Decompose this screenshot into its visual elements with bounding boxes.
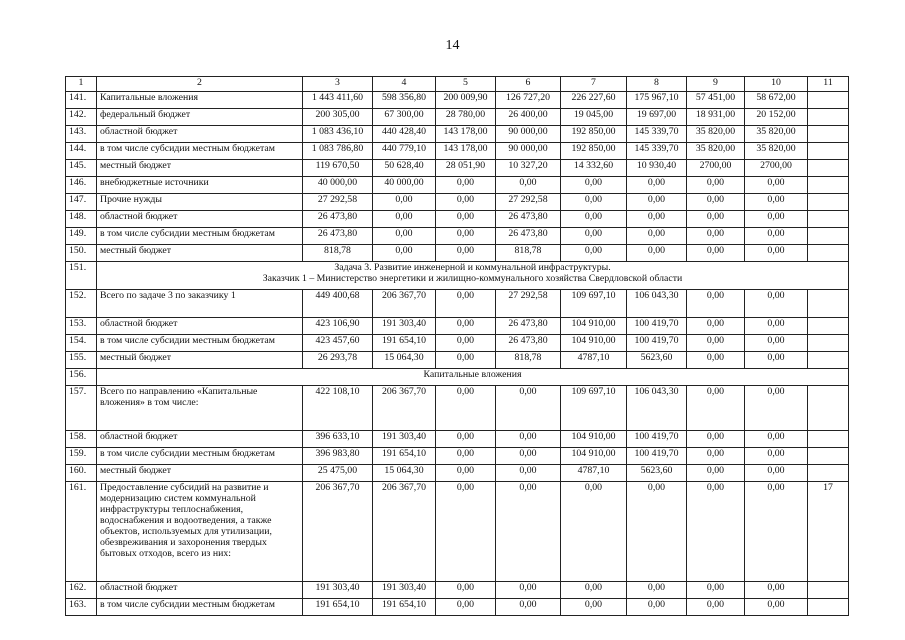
row-number: 158. bbox=[66, 431, 97, 448]
value-cell: 0,00 bbox=[687, 582, 745, 599]
note-cell bbox=[808, 211, 849, 228]
note-cell bbox=[808, 228, 849, 245]
note-cell bbox=[808, 582, 849, 599]
value-cell: 0,00 bbox=[687, 465, 745, 482]
section-title: Капитальные вложения bbox=[97, 369, 849, 386]
value-cell: 0,00 bbox=[627, 177, 687, 194]
value-cell: 818,78 bbox=[303, 245, 373, 262]
value-cell: 0,00 bbox=[745, 386, 808, 431]
value-cell: 226 227,60 bbox=[561, 92, 627, 109]
note-cell bbox=[808, 599, 849, 616]
value-cell: 0,00 bbox=[687, 290, 745, 318]
row-number: 153. bbox=[66, 318, 97, 335]
value-cell: 90 000,00 bbox=[496, 126, 561, 143]
value-cell: 0,00 bbox=[687, 194, 745, 211]
row-label: Капитальные вложения bbox=[97, 92, 303, 109]
column-header: 4 bbox=[373, 77, 436, 92]
value-cell: 106 043,30 bbox=[627, 386, 687, 431]
section-row bbox=[66, 369, 849, 386]
value-cell: 0,00 bbox=[687, 177, 745, 194]
value-cell: 0,00 bbox=[436, 465, 496, 482]
table-row bbox=[66, 386, 849, 431]
row-number: 150. bbox=[66, 245, 97, 262]
row-label: Всего по направлению «Капитальные вложения» в том числе: bbox=[97, 386, 303, 431]
value-cell: 0,00 bbox=[436, 448, 496, 465]
table-row bbox=[66, 194, 849, 211]
value-cell: 0,00 bbox=[561, 177, 627, 194]
value-cell: 0,00 bbox=[687, 318, 745, 335]
value-cell: 206 367,70 bbox=[373, 482, 436, 582]
value-cell: 0,00 bbox=[687, 448, 745, 465]
value-cell: 109 697,10 bbox=[561, 386, 627, 431]
value-cell: 0,00 bbox=[745, 599, 808, 616]
row-number: 161. bbox=[66, 482, 97, 582]
value-cell: 191 303,40 bbox=[373, 318, 436, 335]
value-cell: 0,00 bbox=[627, 245, 687, 262]
value-cell: 200 305,00 bbox=[303, 109, 373, 126]
note-cell bbox=[808, 318, 849, 335]
value-cell: 0,00 bbox=[436, 194, 496, 211]
value-cell: 0,00 bbox=[373, 211, 436, 228]
value-cell: 0,00 bbox=[436, 177, 496, 194]
value-cell: 0,00 bbox=[745, 431, 808, 448]
note-cell bbox=[808, 352, 849, 369]
value-cell: 126 727,20 bbox=[496, 92, 561, 109]
value-cell: 143 178,00 bbox=[436, 143, 496, 160]
value-cell: 0,00 bbox=[745, 582, 808, 599]
table-row bbox=[66, 448, 849, 465]
value-cell: 0,00 bbox=[436, 352, 496, 369]
row-label: внебюджетные источники bbox=[97, 177, 303, 194]
value-cell: 1 083 436,10 bbox=[303, 126, 373, 143]
value-cell: 0,00 bbox=[745, 318, 808, 335]
column-header: 7 bbox=[561, 77, 627, 92]
value-cell: 440 779,10 bbox=[373, 143, 436, 160]
value-cell: 0,00 bbox=[496, 582, 561, 599]
value-cell: 100 419,70 bbox=[627, 448, 687, 465]
value-cell: 0,00 bbox=[373, 245, 436, 262]
value-cell: 0,00 bbox=[436, 335, 496, 352]
value-cell: 200 009,90 bbox=[436, 92, 496, 109]
value-cell: 26 473,80 bbox=[496, 211, 561, 228]
value-cell: 35 820,00 bbox=[687, 126, 745, 143]
row-number: 144. bbox=[66, 143, 97, 160]
value-cell: 192 850,00 bbox=[561, 143, 627, 160]
value-cell: 27 292,58 bbox=[496, 194, 561, 211]
value-cell: 396 633,10 bbox=[303, 431, 373, 448]
value-cell: 0,00 bbox=[561, 194, 627, 211]
row-label: в том числе субсидии местным бюджетам bbox=[97, 228, 303, 245]
value-cell: 104 910,00 bbox=[561, 335, 627, 352]
value-cell: 5623,60 bbox=[627, 352, 687, 369]
column-header: 6 bbox=[496, 77, 561, 92]
value-cell: 598 356,80 bbox=[373, 92, 436, 109]
row-number: 149. bbox=[66, 228, 97, 245]
header-row bbox=[66, 77, 849, 92]
value-cell: 104 910,00 bbox=[561, 448, 627, 465]
value-cell: 50 628,40 bbox=[373, 160, 436, 177]
value-cell: 58 672,00 bbox=[745, 92, 808, 109]
value-cell: 104 910,00 bbox=[561, 431, 627, 448]
note-cell bbox=[808, 431, 849, 448]
value-cell: 15 064,30 bbox=[373, 352, 436, 369]
row-number: 151. bbox=[66, 262, 97, 290]
value-cell: 26 473,80 bbox=[303, 228, 373, 245]
table-row bbox=[66, 109, 849, 126]
value-cell: 100 419,70 bbox=[627, 335, 687, 352]
value-cell: 191 303,40 bbox=[373, 582, 436, 599]
table-row bbox=[66, 290, 849, 318]
row-number: 163. bbox=[66, 599, 97, 616]
value-cell: 119 670,50 bbox=[303, 160, 373, 177]
value-cell: 26 400,00 bbox=[496, 109, 561, 126]
value-cell: 5623,60 bbox=[627, 465, 687, 482]
row-number: 156. bbox=[66, 369, 97, 386]
table-row bbox=[66, 245, 849, 262]
table-row bbox=[66, 126, 849, 143]
value-cell: 0,00 bbox=[745, 194, 808, 211]
column-header: 3 bbox=[303, 77, 373, 92]
value-cell: 0,00 bbox=[496, 599, 561, 616]
note-cell bbox=[808, 160, 849, 177]
table-row bbox=[66, 335, 849, 352]
table-row bbox=[66, 352, 849, 369]
page-number: 14 bbox=[445, 38, 460, 53]
value-cell: 0,00 bbox=[373, 194, 436, 211]
row-label: в том числе субсидии местным бюджетам bbox=[97, 143, 303, 160]
value-cell: 191 303,40 bbox=[303, 582, 373, 599]
value-cell: 57 451,00 bbox=[687, 92, 745, 109]
table-row bbox=[66, 318, 849, 335]
value-cell: 28 780,00 bbox=[436, 109, 496, 126]
value-cell: 100 419,70 bbox=[627, 431, 687, 448]
value-cell: 0,00 bbox=[561, 582, 627, 599]
row-number: 162. bbox=[66, 582, 97, 599]
note-cell bbox=[808, 92, 849, 109]
note-cell bbox=[808, 109, 849, 126]
row-label: в том числе субсидии местным бюджетам bbox=[97, 448, 303, 465]
value-cell: 191 303,40 bbox=[373, 431, 436, 448]
value-cell: 2700,00 bbox=[687, 160, 745, 177]
row-label: областной бюджет bbox=[97, 582, 303, 599]
value-cell: 0,00 bbox=[745, 177, 808, 194]
value-cell: 0,00 bbox=[496, 482, 561, 582]
column-header: 5 bbox=[436, 77, 496, 92]
value-cell: 206 367,70 bbox=[303, 482, 373, 582]
table-row bbox=[66, 228, 849, 245]
row-label: местный бюджет bbox=[97, 160, 303, 177]
task-title-line: Задача 3. Развитие инженерной и коммунальной инфраструктуры. bbox=[334, 262, 611, 273]
column-header: 10 bbox=[745, 77, 808, 92]
column-header: 1 bbox=[66, 77, 97, 92]
note-cell bbox=[808, 126, 849, 143]
value-cell: 0,00 bbox=[627, 599, 687, 616]
note-cell bbox=[808, 335, 849, 352]
value-cell: 396 983,80 bbox=[303, 448, 373, 465]
value-cell: 26 473,80 bbox=[496, 335, 561, 352]
value-cell: 0,00 bbox=[745, 335, 808, 352]
value-cell: 26 473,80 bbox=[496, 228, 561, 245]
value-cell: 422 108,10 bbox=[303, 386, 373, 431]
row-number: 157. bbox=[66, 386, 97, 431]
value-cell: 440 428,40 bbox=[373, 126, 436, 143]
row-number: 145. bbox=[66, 160, 97, 177]
value-cell: 27 292,58 bbox=[303, 194, 373, 211]
row-number: 154. bbox=[66, 335, 97, 352]
value-cell: 20 152,00 bbox=[745, 109, 808, 126]
row-number: 152. bbox=[66, 290, 97, 318]
value-cell: 0,00 bbox=[627, 582, 687, 599]
note-cell bbox=[808, 465, 849, 482]
value-cell: 0,00 bbox=[687, 335, 745, 352]
row-label: местный бюджет bbox=[97, 465, 303, 482]
value-cell: 0,00 bbox=[745, 465, 808, 482]
value-cell: 14 332,60 bbox=[561, 160, 627, 177]
value-cell: 0,00 bbox=[496, 386, 561, 431]
budget-table bbox=[65, 76, 849, 616]
value-cell: 104 910,00 bbox=[561, 318, 627, 335]
value-cell: 206 367,70 bbox=[373, 386, 436, 431]
row-number: 142. bbox=[66, 109, 97, 126]
value-cell: 0,00 bbox=[687, 245, 745, 262]
row-label: местный бюджет bbox=[97, 352, 303, 369]
value-cell: 0,00 bbox=[627, 211, 687, 228]
table-row bbox=[66, 482, 849, 582]
value-cell: 818,78 bbox=[496, 245, 561, 262]
value-cell: 191 654,10 bbox=[373, 599, 436, 616]
value-cell: 0,00 bbox=[436, 386, 496, 431]
value-cell: 35 820,00 bbox=[687, 143, 745, 160]
value-cell: 449 400,68 bbox=[303, 290, 373, 318]
row-number: 146. bbox=[66, 177, 97, 194]
row-number: 155. bbox=[66, 352, 97, 369]
value-cell: 19 045,00 bbox=[561, 109, 627, 126]
value-cell: 0,00 bbox=[687, 431, 745, 448]
row-number: 159. bbox=[66, 448, 97, 465]
value-cell: 10 327,20 bbox=[496, 160, 561, 177]
value-cell: 0,00 bbox=[436, 245, 496, 262]
value-cell: 35 820,00 bbox=[745, 143, 808, 160]
value-cell: 0,00 bbox=[561, 228, 627, 245]
value-cell: 1 083 786,80 bbox=[303, 143, 373, 160]
value-cell: 0,00 bbox=[496, 177, 561, 194]
value-cell: 109 697,10 bbox=[561, 290, 627, 318]
value-cell: 0,00 bbox=[561, 245, 627, 262]
value-cell: 100 419,70 bbox=[627, 318, 687, 335]
value-cell: 106 043,30 bbox=[627, 290, 687, 318]
row-label: федеральный бюджет bbox=[97, 109, 303, 126]
value-cell: 175 967,10 bbox=[627, 92, 687, 109]
note-cell bbox=[808, 448, 849, 465]
value-cell: 0,00 bbox=[745, 482, 808, 582]
value-cell: 0,00 bbox=[687, 599, 745, 616]
value-cell: 4787,10 bbox=[561, 352, 627, 369]
note-cell bbox=[808, 245, 849, 262]
note-cell bbox=[808, 177, 849, 194]
value-cell: 0,00 bbox=[627, 228, 687, 245]
value-cell: 0,00 bbox=[687, 211, 745, 228]
table-row bbox=[66, 177, 849, 194]
value-cell: 26 473,80 bbox=[496, 318, 561, 335]
row-label: областной бюджет bbox=[97, 318, 303, 335]
value-cell: 0,00 bbox=[561, 599, 627, 616]
value-cell: 0,00 bbox=[745, 290, 808, 318]
table-row bbox=[66, 143, 849, 160]
value-cell: 1 443 411,60 bbox=[303, 92, 373, 109]
row-label: в том числе субсидии местным бюджетам bbox=[97, 335, 303, 352]
value-cell: 27 292,58 bbox=[496, 290, 561, 318]
value-cell: 19 697,00 bbox=[627, 109, 687, 126]
value-cell: 145 339,70 bbox=[627, 126, 687, 143]
value-cell: 143 178,00 bbox=[436, 126, 496, 143]
value-cell: 192 850,00 bbox=[561, 126, 627, 143]
note-cell bbox=[808, 290, 849, 318]
row-number: 147. bbox=[66, 194, 97, 211]
column-header: 2 bbox=[97, 77, 303, 92]
value-cell: 0,00 bbox=[745, 228, 808, 245]
table-row bbox=[66, 599, 849, 616]
value-cell: 423 457,60 bbox=[303, 335, 373, 352]
row-label: Всего по задаче 3 по заказчику 1 bbox=[97, 290, 303, 318]
value-cell: 2700,00 bbox=[745, 160, 808, 177]
note-cell bbox=[808, 143, 849, 160]
value-cell: 0,00 bbox=[745, 211, 808, 228]
value-cell: 0,00 bbox=[627, 194, 687, 211]
value-cell: 40 000,00 bbox=[303, 177, 373, 194]
row-label: Прочие нужды bbox=[97, 194, 303, 211]
table-row bbox=[66, 431, 849, 448]
value-cell: 40 000,00 bbox=[373, 177, 436, 194]
value-cell: 4787,10 bbox=[561, 465, 627, 482]
value-cell: 0,00 bbox=[496, 448, 561, 465]
value-cell: 0,00 bbox=[687, 482, 745, 582]
value-cell: 0,00 bbox=[373, 228, 436, 245]
value-cell: 0,00 bbox=[436, 228, 496, 245]
value-cell: 0,00 bbox=[436, 482, 496, 582]
value-cell: 0,00 bbox=[745, 245, 808, 262]
value-cell: 0,00 bbox=[561, 211, 627, 228]
value-cell: 0,00 bbox=[687, 352, 745, 369]
row-number: 160. bbox=[66, 465, 97, 482]
value-cell: 0,00 bbox=[436, 318, 496, 335]
task-customer-line: Заказчик 1 – Министерство энергетики и жилищно-коммунального хозяйства Свердловской области bbox=[262, 273, 683, 284]
value-cell: 0,00 bbox=[745, 352, 808, 369]
row-label: в том числе субсидии местным бюджетам bbox=[97, 599, 303, 616]
value-cell: 206 367,70 bbox=[373, 290, 436, 318]
table-row bbox=[66, 160, 849, 177]
column-header: 11 bbox=[808, 77, 849, 92]
value-cell: 145 339,70 bbox=[627, 143, 687, 160]
table-row bbox=[66, 582, 849, 599]
value-cell: 26 473,80 bbox=[303, 211, 373, 228]
row-number: 148. bbox=[66, 211, 97, 228]
value-cell: 26 293,78 bbox=[303, 352, 373, 369]
row-label: областной бюджет bbox=[97, 431, 303, 448]
value-cell: 90 000,00 bbox=[496, 143, 561, 160]
value-cell: 0,00 bbox=[496, 431, 561, 448]
value-cell: 0,00 bbox=[745, 448, 808, 465]
value-cell: 10 930,40 bbox=[627, 160, 687, 177]
column-header: 9 bbox=[687, 77, 745, 92]
value-cell: 28 051,90 bbox=[436, 160, 496, 177]
value-cell: 0,00 bbox=[436, 582, 496, 599]
table-body bbox=[66, 77, 849, 616]
note-cell bbox=[808, 386, 849, 431]
note-cell bbox=[808, 194, 849, 211]
row-number: 141. bbox=[66, 92, 97, 109]
row-label: местный бюджет bbox=[97, 245, 303, 262]
value-cell: 0,00 bbox=[627, 482, 687, 582]
value-cell: 0,00 bbox=[687, 228, 745, 245]
value-cell: 15 064,30 bbox=[373, 465, 436, 482]
table-row bbox=[66, 211, 849, 228]
value-cell: 0,00 bbox=[436, 431, 496, 448]
row-label: областной бюджет bbox=[97, 126, 303, 143]
task-title bbox=[97, 262, 849, 290]
value-cell: 191 654,10 bbox=[303, 599, 373, 616]
value-cell: 0,00 bbox=[687, 386, 745, 431]
value-cell: 25 475,00 bbox=[303, 465, 373, 482]
column-header: 8 bbox=[627, 77, 687, 92]
task-title-row bbox=[66, 262, 849, 290]
table-row bbox=[66, 92, 849, 109]
value-cell: 35 820,00 bbox=[745, 126, 808, 143]
row-label: Предоставление субсидий на развитие и модернизацию систем коммунальной инфраструктуры теплоснабжения, водоснабжения и водоотведения, а также объектов, используемых для утилизации, обезвреживания и захоронения твердых бытовых отходов, всего из них: bbox=[97, 482, 303, 582]
value-cell: 191 654,10 bbox=[373, 335, 436, 352]
value-cell: 0,00 bbox=[436, 211, 496, 228]
value-cell: 0,00 bbox=[436, 290, 496, 318]
value-cell: 191 654,10 bbox=[373, 448, 436, 465]
row-number: 143. bbox=[66, 126, 97, 143]
row-label: областной бюджет bbox=[97, 211, 303, 228]
table-row bbox=[66, 465, 849, 482]
value-cell: 423 106,90 bbox=[303, 318, 373, 335]
value-cell: 0,00 bbox=[561, 482, 627, 582]
note-cell: 17 bbox=[808, 482, 849, 582]
value-cell: 67 300,00 bbox=[373, 109, 436, 126]
value-cell: 818,78 bbox=[496, 352, 561, 369]
value-cell: 18 931,00 bbox=[687, 109, 745, 126]
value-cell: 0,00 bbox=[496, 465, 561, 482]
value-cell: 0,00 bbox=[436, 599, 496, 616]
